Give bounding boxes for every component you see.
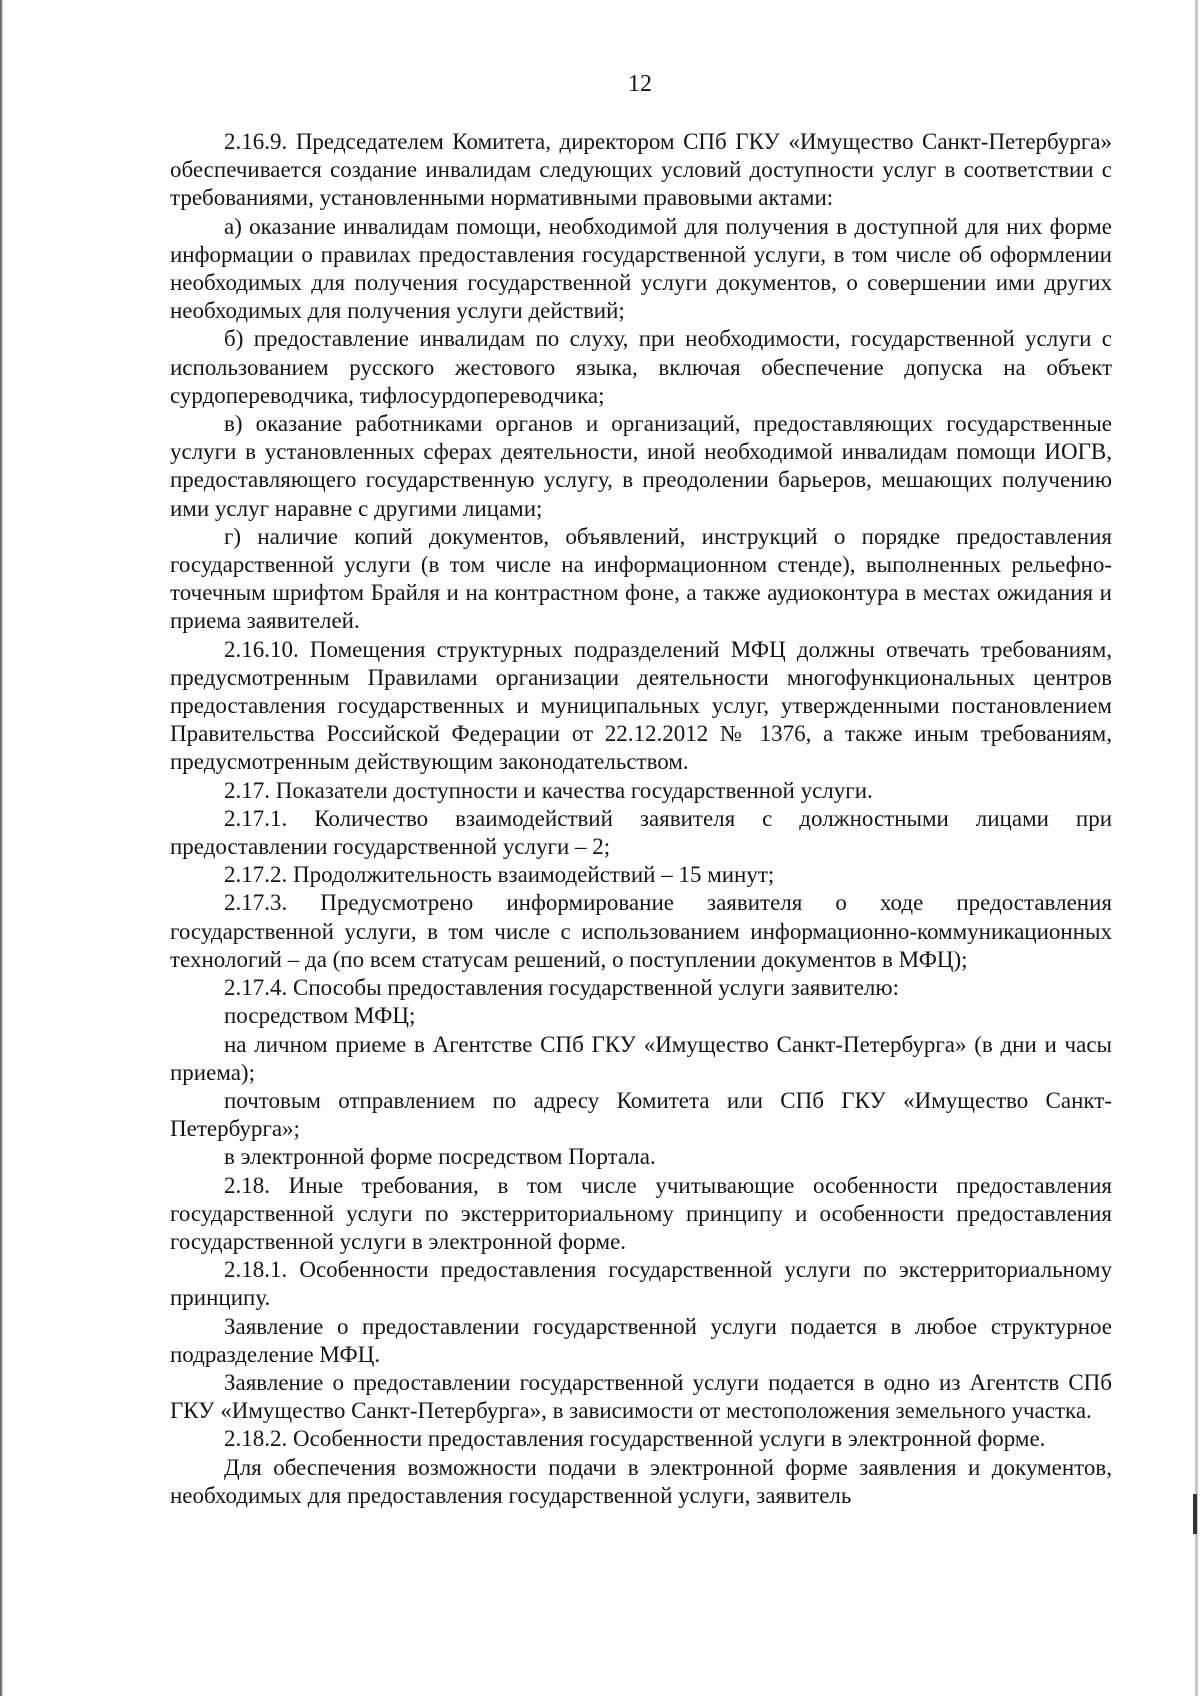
paragraph-2-16-9: 2.16.9. Председателем Комитета, директором СПб ГКУ «Имущество Санкт-Петербурга» обеспечивается создание инвалидам следующих условий доступности услуг в соответствии с требованиями, установленными нормативными правовыми актами: xyxy=(170,129,1112,211)
paragraph-method-mfc: посредством МФЦ; xyxy=(224,1003,416,1029)
paragraph-method-personal: на личном приеме в Агентстве СПб ГКУ «Имущество Санкт-Петербурга» (в дни и часы приема); xyxy=(170,1031,1112,1085)
paragraph-method-mail: почтовым отправлением по адресу Комитета или СПб ГКУ «Имущество Санкт-Петербурга»; xyxy=(170,1087,1112,1142)
paragraph-item-a: а) оказание инвалидам помощи, необходимой для получения в доступной для них форме информации о правилах предоставления государственной услуги, в том числе об оформлении необходимых для получения государственной услуги документов, о совершении ими других необходимых для получения услуги действий; xyxy=(170,213,1112,324)
paragraph-2-16-10: 2.16.10. Помещения структурных подразделений МФЦ должны отвечать требованиям, предусмотренным Правилами организации деятельности многофункциональных центров предоставления государственных и муниципальных услуг, утвержденными постановлением Правительства Российской Федерации от 22.12.2012 № 1376, а также иным требованиям, предусмотренным действующим законодательством. xyxy=(170,636,1112,775)
paragraph-item-b: б) предоставление инвалидам по слуху, при необходимости, государственной услуги с использованием русского жестового языка, включая обеспечение допуска на объект сурдопереводчика, тифлосурдопереводчика; xyxy=(170,326,1112,408)
paragraph-2-17: 2.17. Показатели доступности и качества государственной услуги. xyxy=(224,777,873,803)
paragraph-2-18-1: 2.18.1. Особенности предоставления государственной услуги по экстерриториальному принципу. xyxy=(170,1257,1112,1311)
paragraph-application-agency: Заявление о предоставлении государственной услуги подается в одно из Агентств СПб ГКУ «Имущество Санкт-Петербурга», в зависимости от местоположения земельного участка. xyxy=(170,1369,1112,1424)
paragraph-2-17-1: 2.17.1. Количество взаимодействий заявителя с должностными лицами при предоставлении государственной услуги – 2; xyxy=(170,805,1112,860)
paragraph-2-17-4: 2.17.4. Способы предоставления государственной услуги заявителю: xyxy=(224,975,899,1001)
paragraph-item-g: г) наличие копий документов, объявлений, инструкций о порядке предоставления государственной услуги (в том числе на информационном стенде), выполненных рельефно-точечным шрифтом Брайля и на контрастном фоне, а также аудиоконтура в местах ожидания и приема заявителей. xyxy=(170,523,1112,634)
paragraph-method-portal: в электронной форме посредством Портала. xyxy=(224,1144,656,1170)
paragraph-2-17-3: 2.17.3. Предусмотрено информирование заявителя о ходе предоставления государственной услуги, в том числе с использованием информационно-коммуникационных технологий – да (по всем статусам решений, о поступлении документов в МФЦ); xyxy=(170,890,1112,972)
paragraph-item-v: в) оказание работниками органов и организаций, предоставляющих государственные услуги в установленных сферах деятельности, иной необходимой инвалидам помощи ИОГВ, предоставляющего государственную услугу, в преодолении барьеров, мешающих получению ими услуг наравне с другими лицами; xyxy=(170,411,1112,521)
paragraph-electronic: Для обеспечения возможности подачи в электронной форме заявления и документов, необходимых для предоставления государственной услуги, заявитель xyxy=(170,1454,1112,1508)
scan-edge-left xyxy=(0,0,3,1696)
paragraph-2-18: 2.18. Иные требования, в том числе учитывающие особенности предоставления государственной услуги по экстерриториальному принципу и особенности предоставления государственной услуги в электронной форме. xyxy=(170,1172,1112,1254)
page-number: 12 xyxy=(628,71,652,97)
scan-mark xyxy=(1193,1494,1197,1534)
scan-edge-right xyxy=(1195,0,1198,1696)
document-body xyxy=(170,128,1112,1510)
paragraph-2-18-2: 2.18.2. Особенности предоставления государственной услуги в электронной форме. xyxy=(224,1426,1046,1452)
paragraph-application-mfc: Заявление о предоставлении государственной услуги подается в любое структурное подразделение МФЦ. xyxy=(170,1313,1112,1367)
paragraph-2-17-2: 2.17.2. Продолжительность взаимодействий – 15 минут; xyxy=(224,862,775,888)
